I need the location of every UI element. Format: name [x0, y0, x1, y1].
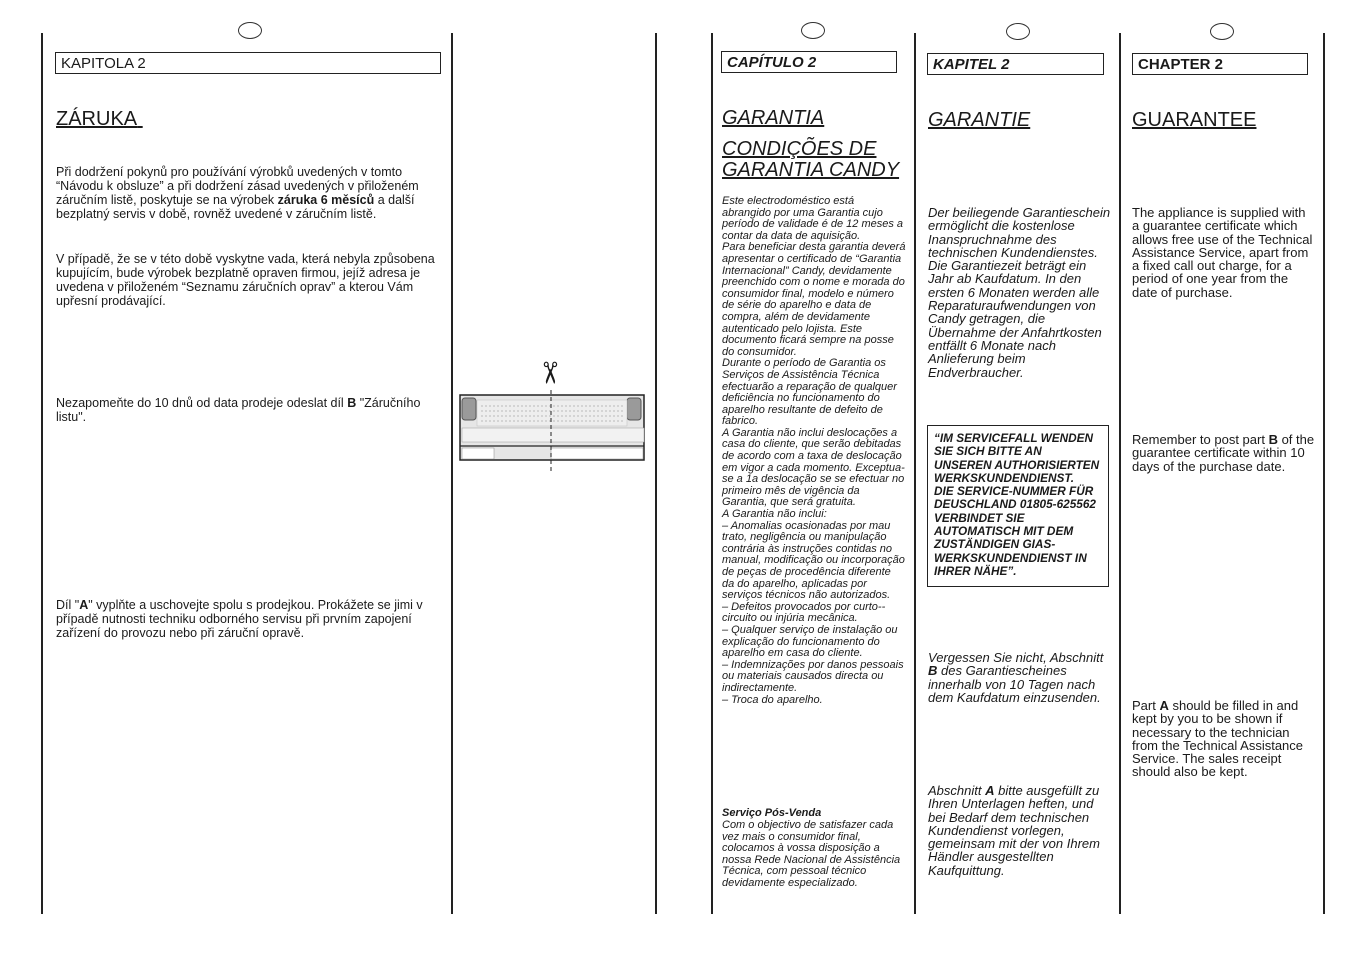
- paragraph-cz-3-a: Nezapomeňte do 10 dnů od data prodeje odeslat díl: [56, 396, 348, 410]
- paragraph-cz-4-a: Díl ": [56, 598, 80, 612]
- paragraph-cz-1: [56, 165, 440, 221]
- paragraph-de-1: Der beiliegende Garantieschein ermöglicht die kostenlose Inanspruchnahme des technischen Kundendienstes. Die Garantiezeit beträgt ein Jahr ab Kaufdatum. In den ersten 6 Monaten werden alle Reparaturaufwendungen von Candy getragen, die Übernahme der Anfahrtkosten entfällt 6 Monate nach Anlieferung beim Endverbraucher.: [928, 205, 1111, 380]
- section-title-pt-1: GARANTIA: [722, 107, 825, 129]
- section-title-pt-3: GARANTIA CANDY: [722, 159, 900, 181]
- chapter-heading-cz: KAPITOLA 2: [55, 52, 441, 74]
- paragraph-en-2-b: of the guarantee certificate within 10 days of the purchase date.: [1132, 432, 1315, 474]
- section-title-en: GUARANTEE: [1132, 109, 1257, 131]
- chapter-heading-de: KAPITEL 2: [927, 53, 1104, 75]
- paragraph-cz-4-bold: A: [79, 598, 89, 612]
- guarantee-card-illustration: [459, 390, 647, 472]
- paragraph-en-2-bold: B: [1268, 432, 1278, 447]
- language-marker-cz: [238, 22, 262, 39]
- section-title-cz: [56, 108, 143, 131]
- paragraph-de-2-bold: B: [928, 663, 938, 679]
- paragraph-en-1: The appliance is supplied with a guarantee certificate which allows free use of the Technical Assistance Service, apart from a fixed call out charge, for a period of one year from the date of purchase.: [1132, 205, 1313, 300]
- paragraph-cz-4-b: " vyplňte a uschovejte spolu s prodejkou. Prokážete se jimi v případě nutnosti techniku odborného servisu při prvním zapojení zařízení do provozu nebo při záruční opravě.: [56, 598, 423, 640]
- section-title-pt-2: CONDIÇÕES DE: [722, 138, 877, 160]
- paragraph-de-2-a: Vergessen Sie nicht, Abschnitt: [928, 650, 1104, 665]
- column-rule-pt-left: [711, 33, 713, 914]
- paragraph-en-2: [1132, 433, 1316, 473]
- section-title-cz-text: ZÁRUKA: [56, 108, 138, 130]
- column-rule-page-divide: [655, 33, 657, 914]
- paragraph-cz-3-b: "Záručního listu".: [56, 396, 421, 424]
- paragraph-de-3-bold: A: [985, 783, 995, 798]
- paragraph-en-3: [1132, 699, 1316, 779]
- paragraph-de-2: [928, 651, 1114, 704]
- chapter-heading-en: CHAPTER 2: [1132, 53, 1308, 75]
- paragraph-de-2-b: des Garantiescheines innerhalb von 10 Tagen nach dem Kaufdatum einzusenden.: [928, 663, 1101, 705]
- paragraph-cz-2: V případě, že se v této době vyskytne vada, která nebyla způsobena kupujícím, bude výrobek bezplatně opraven firmou, jejíž adresa je uvedena v přiloženém “Seznamu záručních oprav” a kterou Vám upřesní prodávající.: [56, 252, 435, 308]
- service-notice-box-de: “IM SERVICEFALL WENDEN SIE SICH BITTE AN UNSEREN AUTHORISIERTEN WERKSKUNDENDIENST. DIE SERVICE-NUMMER FÜR DEUSCHLAND 01805-625562 VERBINDET SIE AUTOMATISCH MIT DEM ZUSTÄNDIGEN GIAS-WERKSKUNDENDIENST IN IHRER NÄHE”.: [927, 425, 1109, 587]
- paragraph-en-3-b: should be filled in and kept by you to be shown if necessary to the technician from the Technical Assistance Service. The sales receipt should also be kept.: [1132, 698, 1304, 780]
- chapter-heading-pt: CAPÍTULO 2: [721, 51, 897, 73]
- column-rule-right: [1323, 33, 1325, 914]
- language-marker-pt: [801, 22, 825, 39]
- scissors-icon: ✂: [531, 360, 567, 386]
- column-rule-pt-de: [914, 33, 916, 914]
- paragraph-de-3-a: Abschnitt: [928, 783, 986, 798]
- paragraph-cz-1-a: Při dodržení pokynů pro používání výrobků uvedených v tomto “Návodu k obsluze” a při dodržení zásad uvedených v přiloženém záručním listě, poskytuje se na výrobek: [56, 165, 419, 207]
- paragraph-cz-3: [56, 396, 440, 424]
- paragraph-de-3: [928, 784, 1114, 877]
- language-marker-en: [1210, 23, 1234, 40]
- paragraph-pt-body: Este electrodoméstico está abrangido por uma Garantia cujo período de validade é de 12 meses a contar da data de aquisição. Para beneficiar desta garantia deverá apresentar o certificado de “Garantia Internacional” Candy, devidamente preenchido com o nome e morada do consumidor final, modelo e número de série do aparelho e data de compra, além de devidamente autenticado pelo lojista. Este documento ficará sempre na posse do consumidor. Durante o período de Garantia os Serviços de Assistência Técnica efectuarão a reparação de qualquer deficiência no funcionamento do aparelho resultante de defeito de fabrico. A Garantia não inclui deslocações a casa do cliente, que serão debitadas de acordo com a taxa de deslocação em vigor a cada momento. Exceptua-se a 1a deslocação se se efectuar no primeiro mês de vigência da Garantia, que será gratuita. A Garantia não inclui: – Anomalias ocasionadas por mau trato, negligência ou manipulação contrária às instruções contidas no manual, modificação ou incorporação de peças de procedência diferente da do aparelho, aplicadas por serviços técnicos não autorizados. – Defeitos provocados por curto--circuito ou injúria mecânica. – Qualquer serviço de instalação ou explicação do funcionamento do aparelho em casa do cliente. – Indemnizações por danos pessoais ou materiais causados directa ou indirectamente. – Troca do aparelho.: [722, 195, 906, 706]
- paragraph-en-3-bold: A: [1159, 698, 1169, 713]
- column-rule-left: [41, 33, 43, 914]
- paragraph-pt-service-body: Com o objectivo de satisfazer cada vez mais o consumidor final, colocamos à vossa disposição a nossa Rede Nacional de Assistência Técnica, com pessoal técnico devidamente especializado.: [722, 819, 901, 889]
- paragraph-de-3-b: bitte ausgefüllt zu Ihren Unterlagen heften, und bei Bedarf dem technischen Kundendienst vorlegen, gemeinsam mit der von Ihrem Händler ausgestellten Kaufquittung.: [928, 783, 1100, 878]
- column-rule-cz-right: [451, 33, 453, 914]
- paragraph-cz-4: [56, 598, 440, 640]
- paragraph-pt-service-title: Serviço Pós-Venda: [722, 807, 822, 819]
- language-marker-de: [1006, 23, 1030, 40]
- section-title-de: GARANTIE: [928, 109, 1031, 131]
- paragraph-en-2-a: Remember to post part: [1132, 432, 1269, 447]
- paragraph-cz-3-bold: B: [347, 396, 357, 410]
- column-rule-de-en: [1119, 33, 1121, 914]
- paragraph-cz-1-bold: záruka 6 měsíců: [277, 193, 375, 207]
- paragraph-cz-1-b: a další bezplatný servis v době, rovněž uvedené v záručním listě.: [56, 193, 415, 221]
- paragraph-en-3-a: Part: [1132, 698, 1160, 713]
